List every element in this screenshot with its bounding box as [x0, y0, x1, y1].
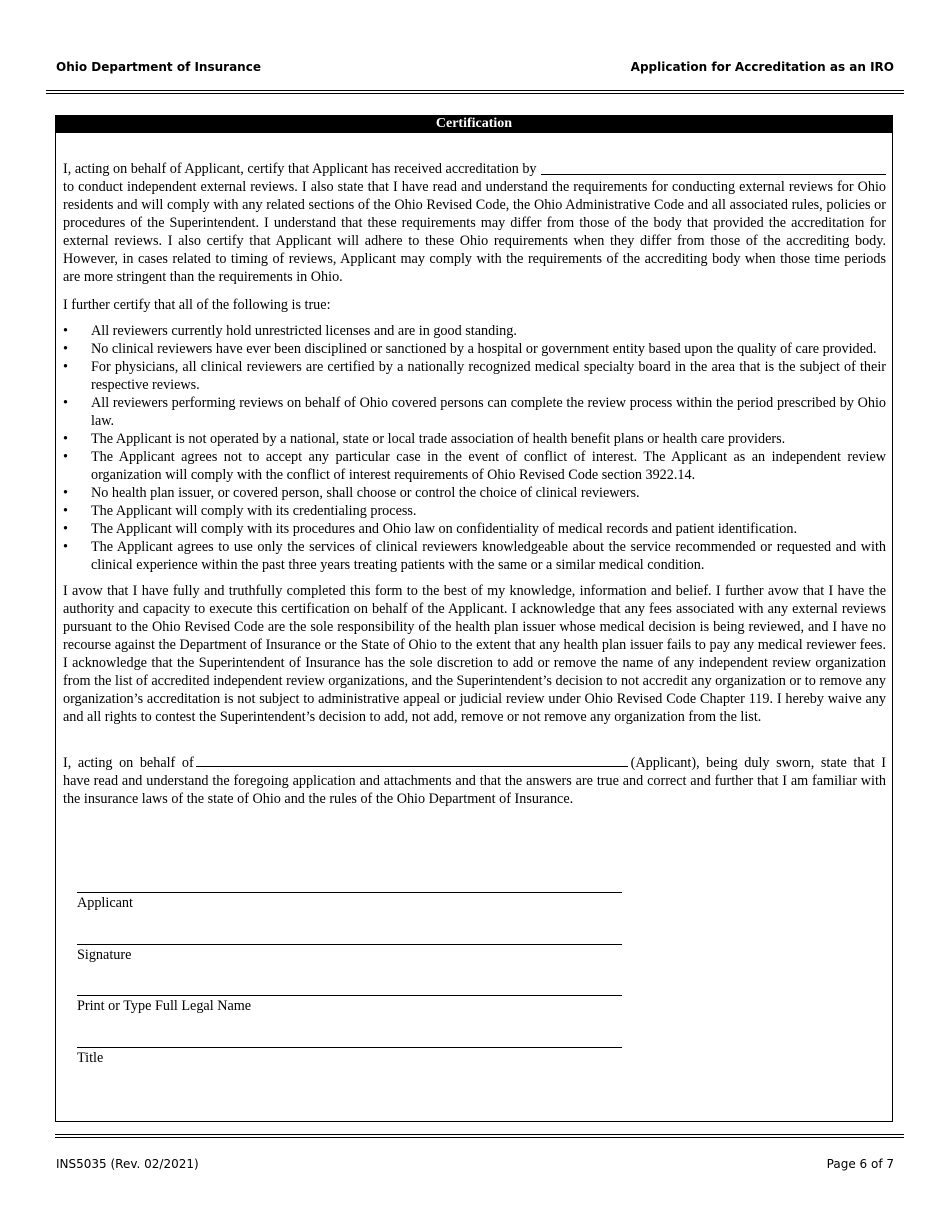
signature-line-legal-name[interactable]	[77, 995, 622, 1015]
further-certify-text: I further certify that all of the following is true:	[63, 297, 331, 313]
bullet-icon: •	[63, 539, 68, 555]
signature-label: Title	[77, 1050, 104, 1066]
accreditation-line	[63, 160, 886, 178]
bullet-icon: •	[63, 395, 68, 411]
certification-body	[63, 160, 886, 808]
bullet-icon: •	[63, 359, 68, 375]
header-form-title: Application for Accreditation as an IRO	[630, 60, 894, 74]
bullet-icon: •	[63, 449, 68, 465]
certification-list	[63, 322, 886, 574]
applicant-name-field[interactable]	[196, 754, 628, 767]
list-item: • For physicians, all clinical reviewers are certified by a nationally recognized medical specialty board in the area that is the subject of their respective reviews.	[63, 359, 886, 393]
signature-line-applicant[interactable]	[77, 892, 622, 912]
signature-label: Applicant	[77, 895, 133, 911]
list-item: • The Applicant will comply with its credentialing process.	[63, 503, 417, 519]
list-item: • The Applicant agrees not to accept any particular case in the event of conflict of interest. The Applicant as an independent review organization will comply with the conflict of interest requirements of Ohio Revised Code section 3922.14.	[63, 449, 886, 483]
list-item: • All reviewers performing reviews on behalf of Ohio covered persons can complete the review process within the period prescribed by Ohio law.	[63, 395, 886, 429]
bullet-icon: •	[63, 323, 68, 339]
accrediting-body-field[interactable]	[541, 160, 886, 175]
signature-label: Print or Type Full Legal Name	[77, 998, 252, 1014]
intro-paragraph: to conduct independent external reviews. I also state that I have read and understand the requirements for conducting external reviews for Ohio residents and will comply with any related sections of the Ohio Revised Code, the Ohio Administrative Code and all associated rules, policies or procedures of the Superintendent. I understand that these requirements may differ from those of the body that provided the accreditation for external reviews. I also certify that Applicant will adhere to these Ohio requirements when they differ from those of the accrediting body. However, in cases related to timing of reviews, Applicant may comply with the requirements of the accrediting body when those time periods are more stringent than the requirements in Ohio.	[63, 179, 886, 285]
signature-label: Signature	[77, 947, 132, 963]
list-item: • The Applicant agrees to use only the services of clinical reviewers knowledgeable about the service recommended or requested and with clinical experience within the past three years treating patients with the same or a similar medical condition.	[63, 539, 886, 573]
bullet-icon: •	[63, 431, 68, 447]
avow-paragraph: I avow that I have fully and truthfully completed this form to the best of my knowledge, information and belief. I further avow that I have the authority and capacity to execute this certification on behalf of the Applicant. I acknowledge that any fees associated with any external reviews pursuant to the Ohio Revised Code are the sole responsibility of the health plan issuer whose medical decision is being reviewed, and I have no recourse against the Department of Insurance or the State of Ohio to the extent that any health plan issuer fails to pay any medical reviewer fees. I acknowledge that the Superintendent of Insurance has the sole discretion to add or remove the name of any independent review organization from the list of accredited independent review organizations, and the Superintendent’s decision to not accredit any organization or to remove any organization’s accreditation is not subject to administrative appeal or judicial review under Ohio Revised Code Chapter 119. I hereby waive any and all rights to contest the Superintendent’s decision to add, not add, remove or not remove any organization from the list.	[63, 583, 886, 725]
signature-line-signature[interactable]	[77, 944, 622, 964]
header-agency: Ohio Department of Insurance	[56, 60, 261, 74]
list-item: • The Applicant will comply with its procedures and Ohio law on confidentiality of medical records and patient identification.	[63, 521, 798, 537]
bullet-icon: •	[63, 521, 68, 537]
list-item: • No health plan issuer, or covered person, shall choose or control the choice of clinical reviewers.	[63, 485, 640, 501]
footer-divider	[55, 1134, 904, 1138]
list-item: • All reviewers currently hold unrestricted licenses and are in good standing.	[63, 323, 517, 339]
signature-line-title[interactable]	[77, 1047, 622, 1067]
list-item: • The Applicant is not operated by a national, state or local trade association of health benefit plans or health care providers.	[63, 431, 786, 447]
sworn-statement: I, acting on behalf of (Applicant), being duly sworn, state that I have read and understand the foregoing application and attachments and that the answers are true and correct and further that I am familiar with the insurance laws of the state of Ohio and the rules of the Ohio Department of Insurance.	[63, 755, 887, 807]
bullet-icon: •	[63, 341, 68, 357]
header-divider	[46, 90, 904, 94]
footer-page-number: Page 6 of 7	[826, 1157, 894, 1171]
section-title: Certification	[56, 115, 892, 133]
intro-start-text: I, acting on behalf of Applicant, certify that Applicant has received accreditation by	[63, 161, 537, 177]
list-item: • No clinical reviewers have ever been disciplined or sanctioned by a hospital or government entity based upon the quality of care provided.	[63, 341, 877, 357]
footer-form-number: INS5035 (Rev. 02/2021)	[56, 1157, 199, 1171]
bullet-icon: •	[63, 503, 68, 519]
certification-section	[55, 115, 893, 1122]
bullet-icon: •	[63, 485, 68, 501]
